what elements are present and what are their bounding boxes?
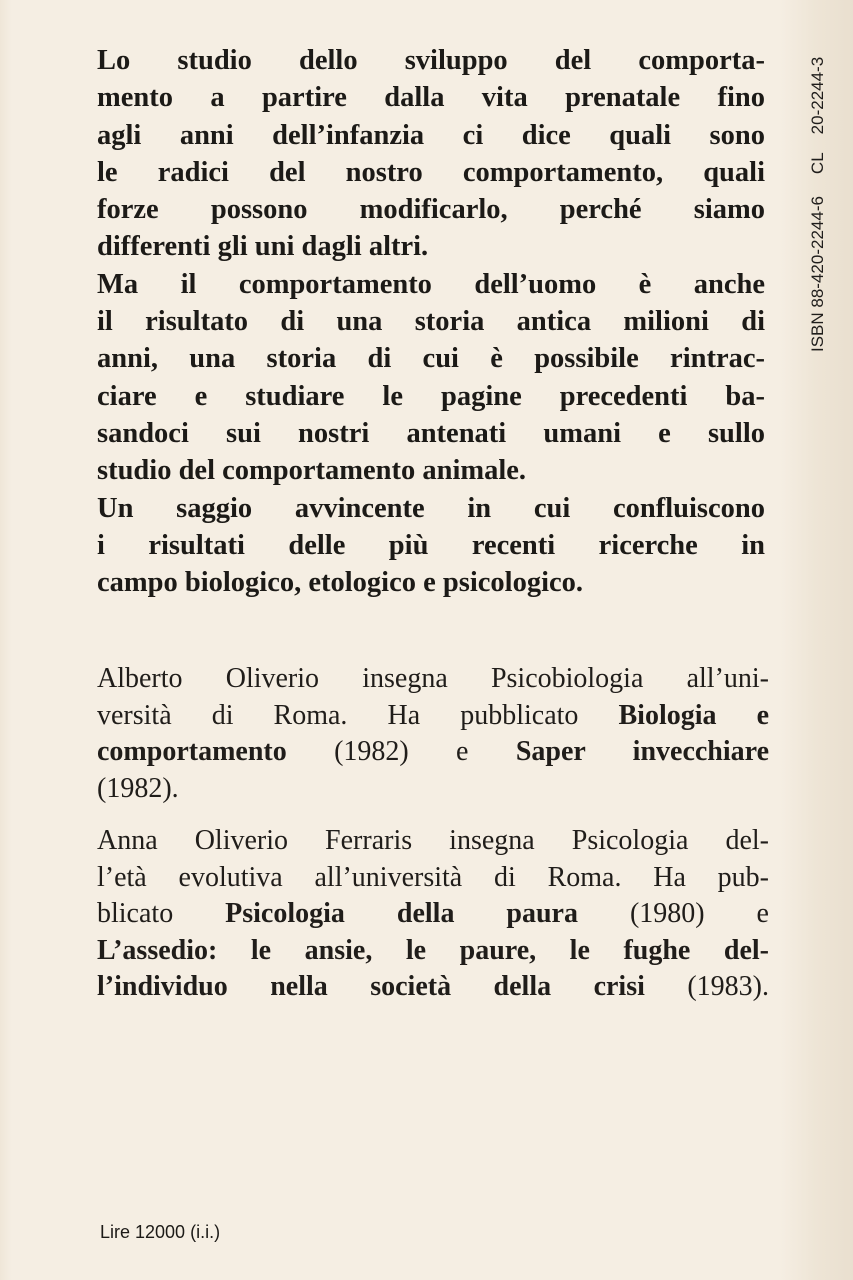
text-line [97, 340, 765, 377]
text-segment: Ma il comportamento dell’uomo è anche [97, 268, 765, 300]
text-line [97, 378, 765, 415]
text-segment: Lo studio dello sviluppo del comporta- [97, 45, 765, 76]
book-title: comportamento [97, 736, 287, 767]
text-line [97, 452, 765, 489]
text-segment: (1980) e [577, 898, 769, 929]
text-line [97, 266, 765, 303]
text-segment: i risultati delle più recenti ricerche in [97, 529, 765, 561]
text-segment: (1983). [644, 971, 770, 1002]
text-line [97, 896, 769, 933]
text-line [97, 823, 769, 860]
text-line [97, 117, 765, 154]
text-segment: mento a partire dalla vita prenatale fino [97, 82, 765, 114]
text-segment: blicato [97, 898, 226, 929]
text-line [97, 490, 765, 527]
text-line [97, 154, 765, 191]
text-line [97, 191, 765, 228]
author-bio-alberto-oliverio [97, 661, 769, 807]
text-line [97, 42, 765, 79]
text-segment: versità di Roma. Ha pubblicato [97, 699, 619, 731]
text-segment: differenti gli uni dagli altri. [97, 231, 429, 263]
text-segment: Un saggio avvincente in cui confluiscono [97, 492, 765, 524]
book-title: L’assedio: le ansie, le paure, le fughe del- [97, 934, 769, 966]
text-segment: Anna Oliverio Ferraris insegna Psicologia del- [97, 825, 769, 856]
text-segment: (1982) e [286, 736, 516, 767]
book-title: Psicologia della paura [225, 898, 578, 929]
text-segment: l’età evolutiva all’università di Roma. Ha pub- [97, 861, 769, 893]
isbn-code [808, 22, 828, 352]
book-title: l’individuo nella società della crisi [97, 971, 645, 1002]
text-line [97, 303, 765, 340]
cl-label: CL [808, 152, 827, 175]
text-line [97, 771, 769, 808]
text-segment: ciare e studiare le pagine precedenti ba- [97, 380, 765, 412]
text-segment: anni, una storia di cui è possibile rintrac- [97, 343, 765, 375]
text-line [97, 228, 765, 265]
text-line [97, 698, 769, 735]
text-segment: sandoci sui nostri antenati umani e sullo [97, 417, 765, 449]
text-line [97, 933, 769, 970]
text-segment: studio del comportamento animale. [97, 455, 527, 487]
isbn: ISBN 88-420-2244-6 [808, 196, 827, 352]
text-line [97, 734, 769, 771]
text-line [97, 860, 769, 897]
text-segment: forze possono modificarlo, perché siamo [97, 194, 765, 226]
price: Lire 12000 (i.i.) [100, 1222, 221, 1242]
text-line [97, 969, 769, 1006]
author-bio-anna-oliverio-ferraris [97, 823, 769, 1006]
text-segment: le radici del nostro comportamento, quali [97, 156, 765, 188]
text-segment: il risultato di una storia antica milioni di [97, 306, 765, 338]
text-segment: Alberto Oliverio insegna Psicobiologia all’uni- [97, 663, 769, 694]
blurb-text [97, 42, 765, 601]
text-line [97, 527, 765, 564]
text-line [97, 79, 765, 116]
text-segment: agli anni dell’infanzia ci dice quali sono [97, 119, 765, 151]
book-title: Saper invecchiare [515, 736, 769, 767]
text-segment: campo biologico, etologico e psicologico. [97, 567, 584, 599]
text-line [97, 415, 765, 452]
text-line [97, 661, 769, 698]
book-title: Biologia e [618, 699, 769, 731]
text-segment: (1982). [97, 772, 179, 804]
text-line [97, 564, 765, 601]
cl-code: 20-2244-3 [808, 56, 827, 135]
